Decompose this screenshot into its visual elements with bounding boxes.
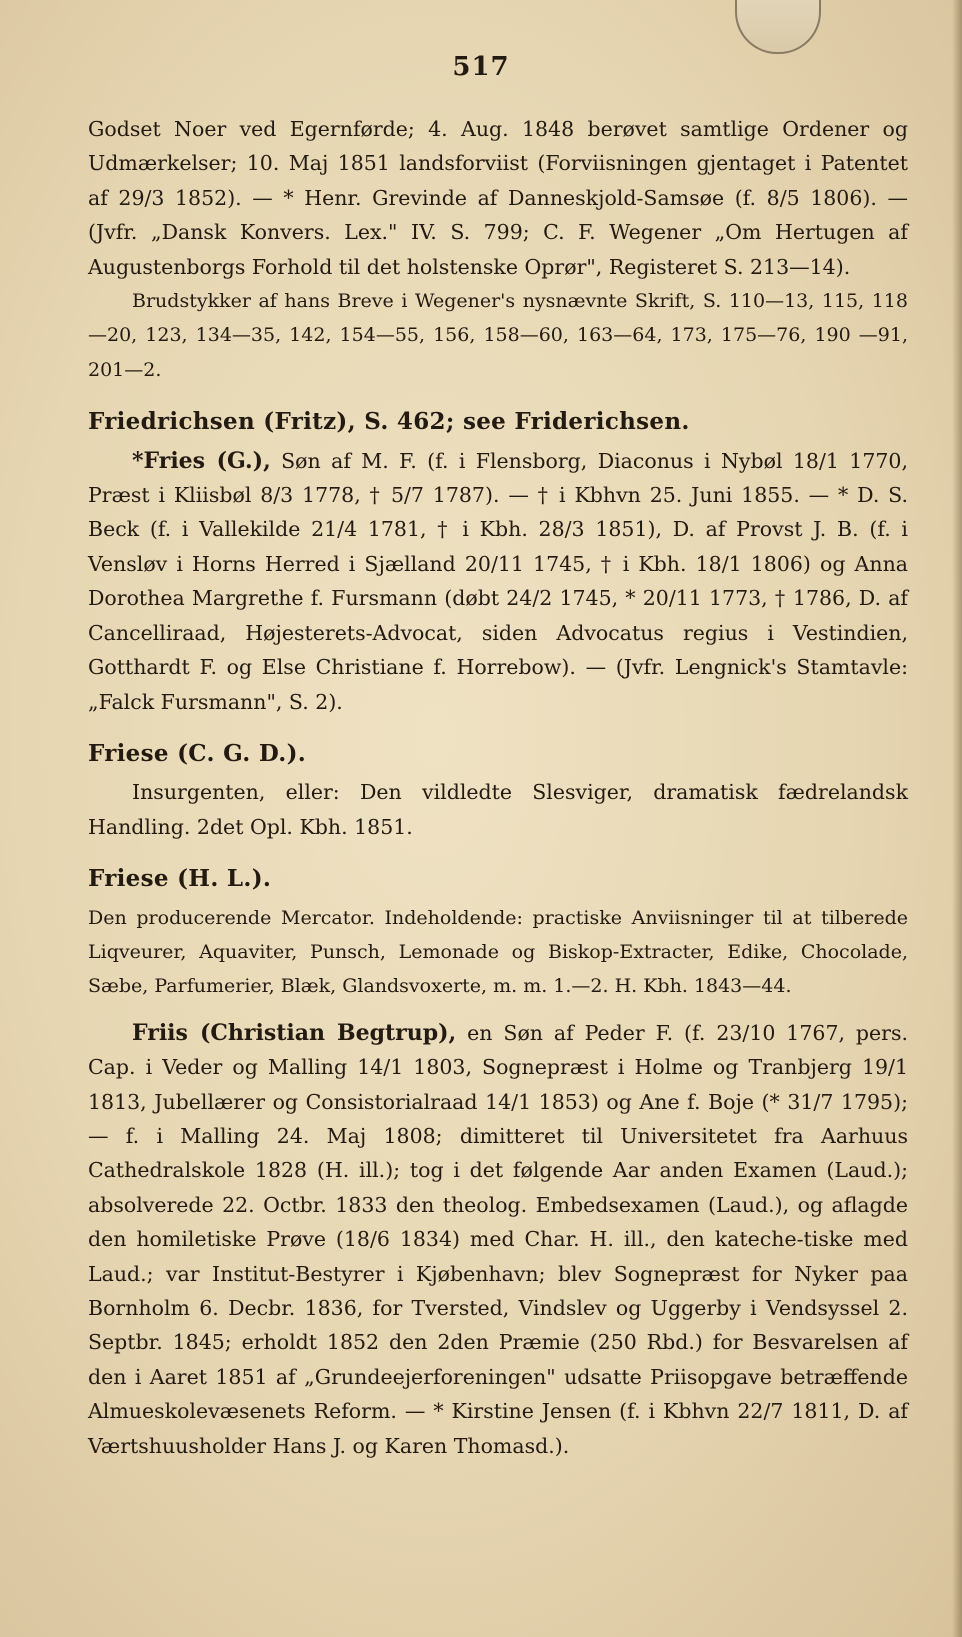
page-edge-shadow bbox=[952, 0, 962, 1637]
entry-friis-text: en Søn af Peder F. (f. 23/10 1767, pers. Cap. i Veder og Malling 14/1 1803, Sognepræst i Holme og Tranbjerg 19/1 1813, Jubellærer og Consistorialraad 14/1 1853) og Ane f. Boje (* 31/7 1795); — f. i Malling 24. Maj 1808; dimitteret til Universitetet fra Aarhuus Cathedralskole 1828 (H. ill.); tog i det følgende Aar anden Examen (Laud.); absolverede 22. Octbr. 1833 den theolog. Embedsexamen (Laud.), og aflagde den homiletiske Prøve (18/6 1834) med Char. H. ill., den kateche-tiske med Laud.; var Institut-Bestyrer i Kjøbenhavn; blev Sognepræst for Nyker paa Bornholm 6. Decbr. 1836, for Tversted, Vindslev og Uggerby i Vendsyssel 2. Septbr. 1845; erholdt 1852 den 2den Præmie (250 Rbd.) for Besvarelsen af den i Aaret 1851 af „Grundeejerforeningen" udsatte Priisopgave betræffende Almueskolevæsenets Reform. — * Kirstine Jensen (f. i Kbhvn 22/7 1811, D. af Værtshuusholder Hans J. og Karen Thomasd.). bbox=[88, 1020, 908, 1458]
entry-friis bbox=[88, 1016, 908, 1463]
page-number: 517 bbox=[452, 52, 510, 82]
entry-fries-head: *Fries (G.), bbox=[132, 447, 271, 474]
entry-fries bbox=[88, 444, 908, 719]
entry-continuation-note: Brudstykker af hans Breve i Wegener's nysnævnte Skrift, S. 110—13, 115, 118—20, 123, 134—35, 142, 154—55, 156, 158—60, 163—64, 173, 175—76, 190 —91, 201—2. bbox=[88, 290, 908, 381]
entry-friese-cgd-head: Friese (C. G. D.). bbox=[88, 739, 307, 767]
entry-friis-head: Friis (Christian Begtrup), bbox=[132, 1019, 457, 1046]
entry-fries-text: Søn af M. F. (f. i Flensborg, Diaconus i Nybøl 18/1 1770, Præst i Kliisbøl 8/3 1778, † 5/7 1787). — † i Kbhvn 25. Juni 1855. — * D. S. Beck (f. i Vallekilde 21/4 1781, † i Kbh. 28/3 1851), D. af Provst J. B. (f. i Vensløv i Horns Herred i Sjælland 20/11 1745, † i Kbh. 18/1 1806) og Anna Dorothea Margrethe f. Fursmann (døbt 24/2 1745, * 20/11 1773, † 1786, D. af Cancelliraad, Højesterets-Advocat, siden Advocatus regius i Vestindien, Gotthardt F. og Else Christiane f. Horrebow). — (Jvfr. Lengnick's Stamtavle: „Falck Fursmann", S. 2). bbox=[88, 448, 908, 714]
page-tab-notch bbox=[735, 0, 821, 54]
entry-friese-cgd-text: Insurgenten, eller: Den vildledte Slesviger, dramatisk fædrelandsk Handling. 2det Opl. Kbh. 1851. bbox=[88, 780, 908, 839]
entry-friese-hl-head: Friese (H. L.). bbox=[88, 865, 272, 893]
entry-friedrichsen-head: Friedrichsen (Fritz), S. 462; see Friderichsen. bbox=[88, 408, 690, 436]
page-text bbox=[88, 112, 908, 1463]
entry-continuation-text: Godset Noer ved Egernførde; 4. Aug. 1848 berøvet samtlige Ordener og Udmærkelser; 10. Maj 1851 landsforviist (Forviisningen gjentaget i Patentet af 29/3 1852). — * Henr. Grevinde af Danneskjold-Samsøe (f. 8/5 1806). — (Jvfr. „Dansk Konvers. Lex." IV. S. 799; C. F. Wegener „Om Hertugen af Augustenborgs Forhold til det holstenske Oprør", Registeret S. 213—14). bbox=[88, 117, 908, 279]
entry-friese-hl-text: Den producerende Mercator. Indeholdende: practiske Anviisninger til at tilberede Liqveurer, Aquaviter, Punsch, Lemonade og Biskop-Extracter, Edike, Chocolade, Sæbe, Parfumerier, Blæk, Glandsvoxerte, m. m. 1.—2. H. Kbh. 1843—44. bbox=[88, 906, 908, 998]
